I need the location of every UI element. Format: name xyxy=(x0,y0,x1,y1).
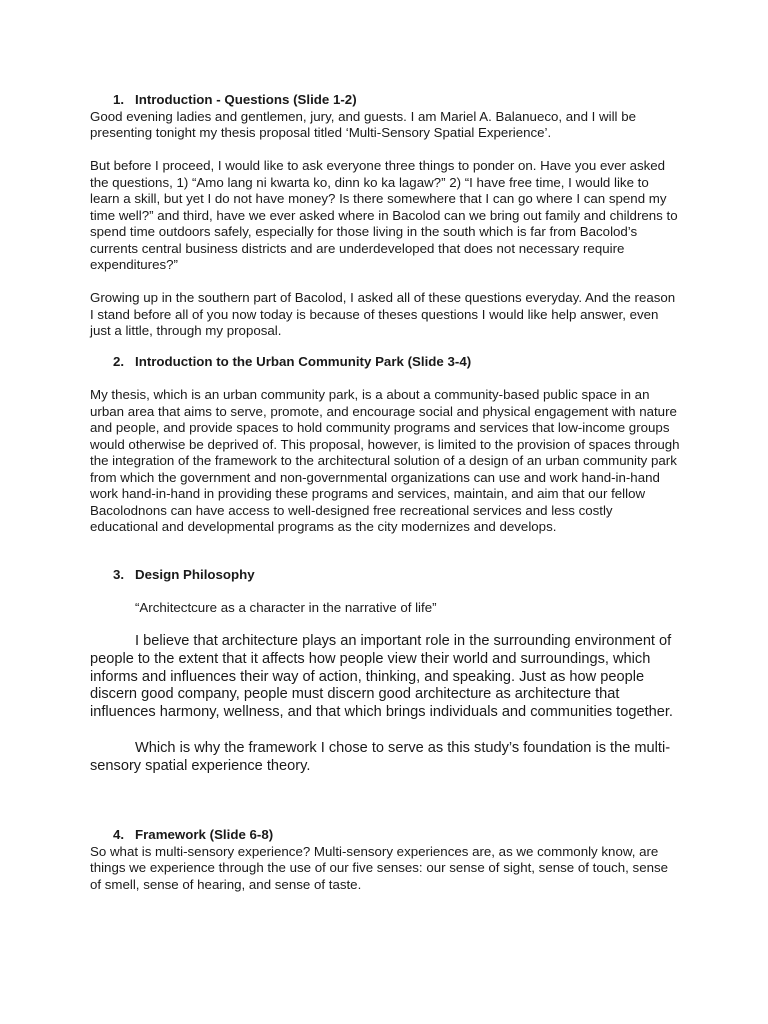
section-2-number: 2. xyxy=(113,354,125,369)
section-3-paragraph-1: I believe that architecture plays an important role in the surrounding environment of people to the extent that it affects how people view their world and surroundings, which informs and influences their way of action, thinking, and speaking. Just as how people discern good company, people must discern good architecture as architecture that influences harmony, wellness, and that which brings individuals and communities together. xyxy=(90,633,673,721)
section-4 xyxy=(90,827,680,893)
section-1-number: 1. xyxy=(113,92,125,107)
section-1 xyxy=(90,92,680,340)
section-3-number: 3. xyxy=(113,567,125,582)
section-4-number: 4. xyxy=(113,827,125,842)
section-1-paragraph-1: Good evening ladies and gentlemen, jury, and guests. I am Mariel A. Balanueco, and I will be presenting tonight my thesis proposal titled ‘Multi-Sensory Spatial Experience’. xyxy=(90,108,636,140)
section-4-paragraph-1: So what is multi-sensory experience? Multi-sensory experiences are, as we commonly know, are things we experience through the use of our five senses: our sense of sight, sense of touch, sense of smell, sense of hearing, and sense of taste. xyxy=(90,843,669,892)
section-2-title: Introduction to the Urban Community Park (Slide 3-4) xyxy=(135,354,472,369)
section-3-title: Design Philosophy xyxy=(135,567,255,582)
design-philosophy-quote: “Architectcure as a character in the narrative of life” xyxy=(135,599,437,615)
section-3-paragraph-2: Which is why the framework I chose to serve as this study’s foundation is the multi-sensory spatial experience theory. xyxy=(90,739,671,774)
section-4-title: Framework (Slide 6-8) xyxy=(135,827,274,842)
section-3-heading xyxy=(90,567,680,584)
section-1-heading xyxy=(90,92,680,109)
section-1-paragraph-3: Growing up in the southern part of Bacolod, I asked all of these questions everyday. And the reason I stand before all of you now today is because of theses questions I would like help answer, even just a little, through my proposal. xyxy=(90,290,676,338)
section-1-title: Introduction - Questions (Slide 1-2) xyxy=(135,92,357,107)
section-3 xyxy=(90,567,680,776)
section-2-heading xyxy=(90,354,680,371)
section-1-paragraph-2: But before I proceed, I would like to ask everyone three things to ponder on. Have you ever asked the questions, 1) “Amo lang ni kwarta ko, dinn ko ka lagaw?” 2) “I have free time, I would like to learn a skill, but yet I do not have money? Is there somewhere that I can go where I can spend my time well?” and third, have we ever asked where in Bacolod can we bring out family and childrens to spend time outdoors safely, especially for those living in the south which is far from Bacolod’s currents central business districts and are underdeveloped that does not necessary require expenditures?” xyxy=(90,158,678,272)
section-2 xyxy=(90,354,680,536)
section-2-paragraph-1: My thesis, which is an urban community park, is a about a community-based public space in an urban area that aims to serve, promote, and encourage social and physical engagement with nature and people, and provide spaces to hold community programs and services that low-income groups would otherwise be deprived of. This proposal, however, is limited to the provision of spaces through the integration of the framework to the architectural solution of a design of an urban community park from which the government and non-governmental organizations can use and work hand-in-hand work hand-in-hand in providing these programs and services, maintain, and aim that our fellow Bacolodnons can have access to well-designed free recreational services and less costly educational and developmental programs as the city modernizes and develops. xyxy=(90,387,680,534)
section-4-heading xyxy=(90,827,680,844)
